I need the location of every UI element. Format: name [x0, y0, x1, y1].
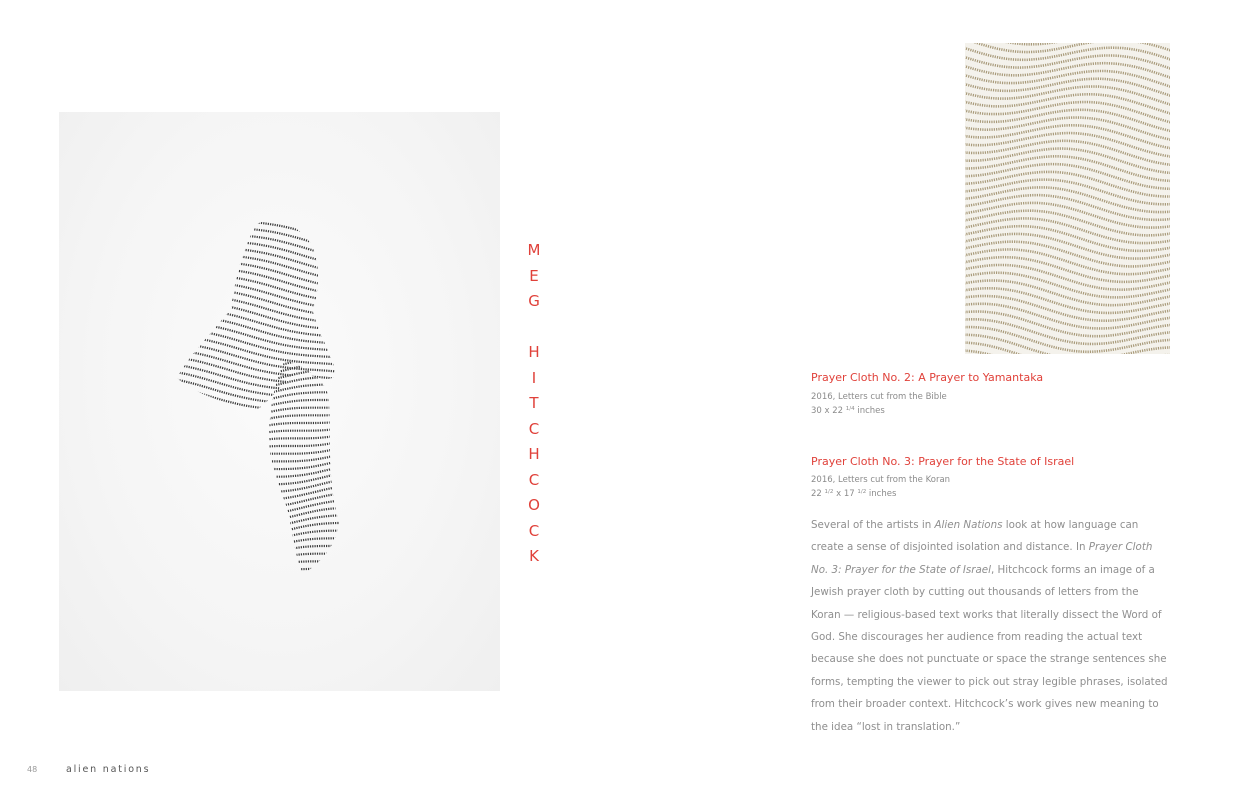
name-letter: M [527, 241, 541, 259]
cloth-stripe [159, 370, 345, 403]
name-letter: K [529, 547, 539, 565]
cloth-stripe [249, 478, 357, 493]
cloth-stripe [159, 414, 345, 450]
cloth-stripe [249, 438, 357, 449]
cloth-stripe [249, 471, 357, 485]
name-letter: C [528, 521, 540, 540]
cloth-stripe [159, 292, 345, 323]
cloth-stripe [159, 399, 345, 434]
cloth-stripe [159, 207, 345, 243]
page-number: 48 [27, 765, 38, 774]
caption-title-cloth-3: Prayer Cloth No. 3: Prayer for the State of Israel [811, 455, 1075, 468]
cloth-stripe [159, 191, 345, 228]
dims-b-fraction: 1/2 [857, 489, 867, 495]
cloth-stripe [249, 464, 357, 477]
dims-a-fraction: 1/2 [824, 489, 834, 495]
cloth-stripe [249, 485, 357, 500]
cloth-stripe [249, 508, 357, 523]
cloth-stripe [159, 430, 345, 467]
cloth-stripe [249, 531, 357, 545]
cloth-stripe [159, 307, 345, 337]
cloth-stripe [159, 247, 345, 281]
name-letter: E [529, 266, 539, 285]
caption-line: 2016, Letters cut from the Bible [811, 392, 947, 402]
cloth-stripe [249, 317, 357, 331]
dims-unit: inches [868, 489, 897, 499]
caption-dimensions [811, 486, 950, 500]
cloth-stripe [249, 425, 357, 436]
cloth-stripe [249, 431, 357, 442]
name-letter: C [528, 470, 540, 489]
artwork-prayer-cloth-3 [59, 112, 500, 691]
cloth-stripe [159, 407, 345, 443]
dims-main: 30 x 22 [811, 406, 844, 416]
cloth-stripe [159, 239, 345, 273]
name-letter: H [528, 445, 540, 463]
cloth-stripe [159, 422, 345, 458]
cloth-stripe [249, 560, 357, 572]
cloth-stripe [249, 419, 357, 430]
cloth-stripe [249, 457, 357, 470]
essay-text [811, 514, 1171, 738]
essay-italic-title: Prayer Cloth No. 3: Prayer for the State of Israel [811, 541, 1153, 576]
cloth-stripe [249, 450, 357, 462]
cloth-stripe [249, 412, 357, 423]
name-letter: H [528, 343, 540, 361]
cloth-stripe [249, 500, 357, 515]
cloth-stripe [159, 392, 345, 427]
cloth-stripe [159, 215, 345, 251]
caption-line: 2016, Letters cut from the Koran [811, 475, 951, 485]
cloth-stripe [159, 255, 345, 288]
name-letter: T [529, 394, 539, 412]
cloth-stripe [249, 515, 357, 530]
name-letter: C [528, 419, 540, 438]
cloth-stripe [249, 553, 357, 565]
caption-meta-cloth-2 [811, 391, 947, 417]
cloth-stripe [159, 377, 345, 411]
prayer-cloth-3-image [59, 112, 500, 691]
dims-a: 22 [811, 489, 822, 499]
name-letter: I [531, 368, 537, 387]
dims-x: x 17 [836, 489, 855, 499]
cloth-stripe [159, 384, 345, 418]
essay-paragraph [811, 514, 1171, 738]
caption-title-cloth-2: Prayer Cloth No. 2: A Prayer to Yamantaka [811, 371, 1044, 384]
caption-meta-cloth-3 [811, 474, 950, 500]
dims-unit: inches [857, 406, 885, 416]
running-footer-title: alien nations [66, 764, 151, 775]
artist-name-vertical [524, 238, 544, 570]
essay-run: , Hitchcock forms an image of a Jewish prayer cloth by cutting out thousands of letters from the Koran — religious-based text works that literally dissect the Word of God. She discourages her audience from reading the actual text because she does not punctuate or space the strange sentences she forms, tempting the viewer to pick out stray legible phrases, isolated from their broader context. Hitchcock’s work gives new meaning to the idea “lost in translation.” [811, 563, 1168, 733]
name-letter: G [528, 292, 540, 310]
essay-run: look at how language can create a sense of disjointed isolation and distance. In [811, 519, 1139, 554]
cloth-stripe [249, 444, 357, 456]
cloth-stripe [159, 199, 345, 236]
cloth-stripe [159, 300, 345, 331]
cloth-stripe [249, 324, 357, 339]
name-letter: O [528, 496, 540, 514]
caption-dimensions [811, 403, 947, 417]
essay-run: Several of the artists in [811, 519, 935, 531]
cloth-stripe [159, 285, 345, 316]
cloth-stripe [249, 405, 357, 416]
cloth-stripe [159, 231, 345, 266]
dims-fraction: 1/4 [845, 406, 855, 412]
cloth-stripe [159, 223, 345, 259]
prayer-cloth-2-image [965, 43, 1170, 354]
cloth-stripe [249, 523, 357, 537]
cloth-stripe [249, 579, 357, 590]
cloth-stripe [249, 492, 357, 507]
cloth-stripe [249, 538, 357, 551]
cloth-stripe [249, 566, 357, 577]
cloth-stripe [249, 573, 357, 584]
artwork-prayer-cloth-2 [965, 43, 1170, 354]
cloth-stripe [249, 545, 357, 558]
essay-italic-title: Alien Nations [934, 519, 1003, 531]
